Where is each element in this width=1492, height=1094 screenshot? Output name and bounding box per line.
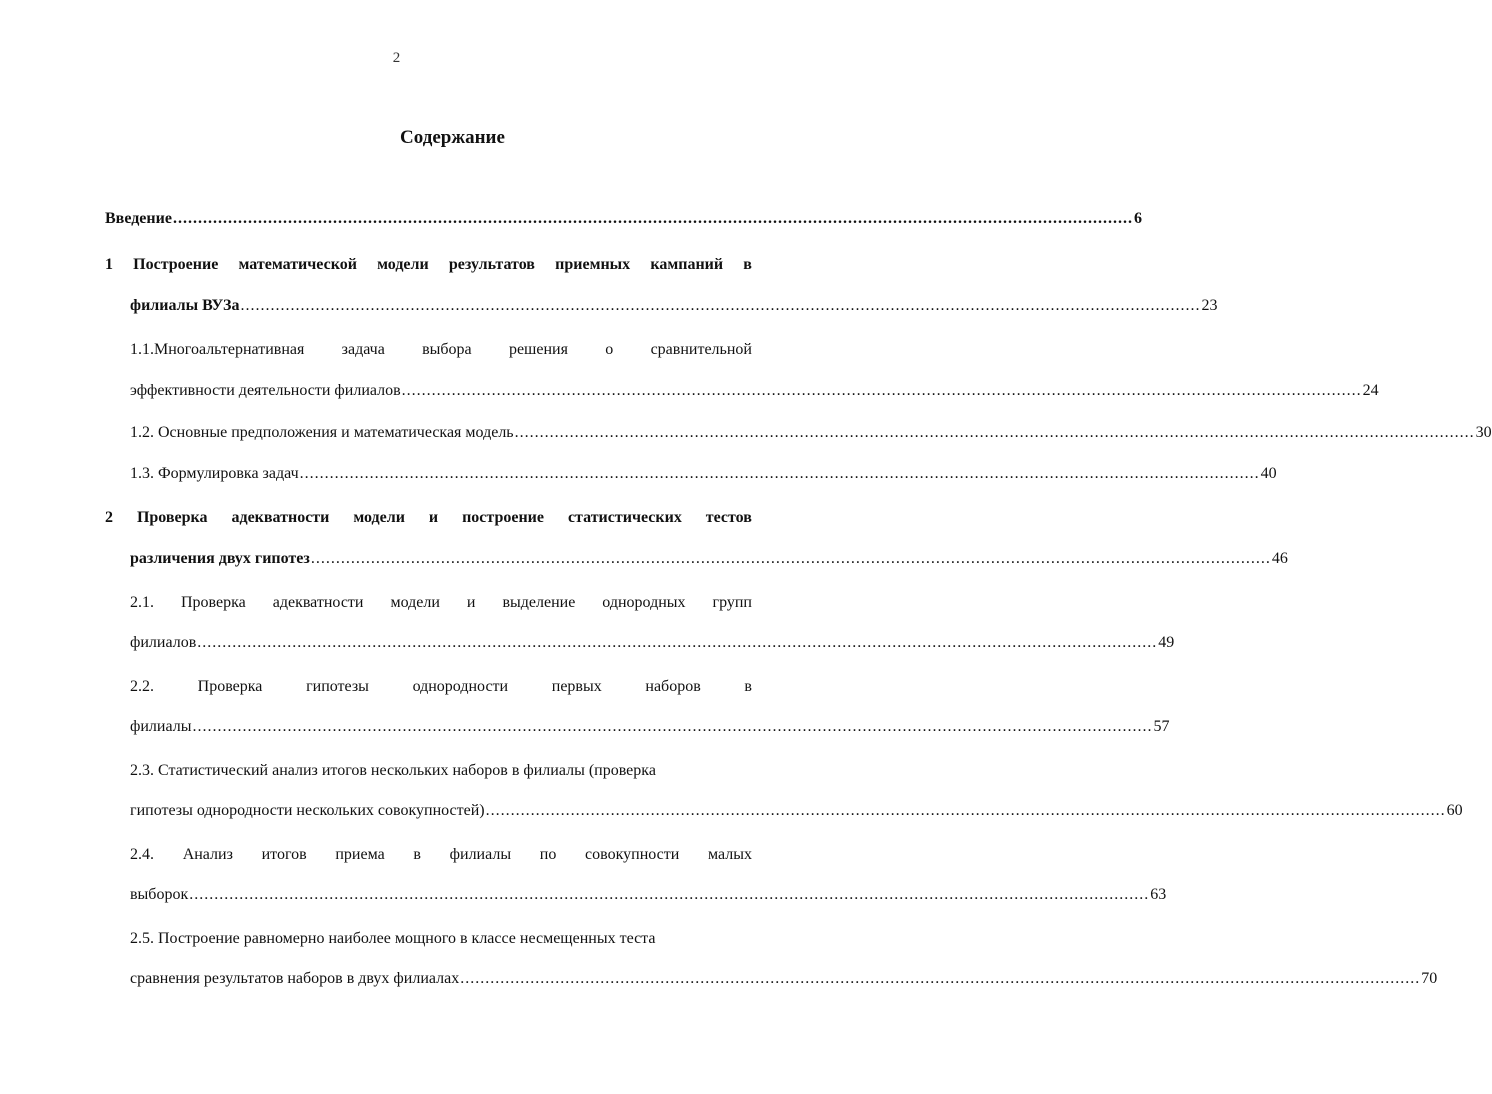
word: в (744, 678, 752, 695)
toc-entry-chapter-1-line1[interactable] (105, 256, 752, 278)
toc-entry-chapter-2-line1[interactable] (105, 509, 752, 531)
word: 1.1.Многоальтернативная (130, 341, 305, 358)
word: Проверка (180, 594, 246, 611)
toc-entry-2-5-line1[interactable] (130, 930, 754, 952)
word: математической (238, 256, 357, 273)
toc-entry-label: различения двух гипотез (130, 550, 310, 567)
word: задача (341, 341, 385, 358)
dot-leader: ................................................................................................................................................................................................ (197, 634, 1158, 651)
word: адекватности (231, 509, 330, 526)
toc-page-number: 63 (1150, 886, 1167, 903)
dot-leader: ................................................................................................................................................................................................ (172, 210, 1133, 227)
toc-entry-1-3[interactable] (130, 465, 1277, 487)
toc-entry-1-2[interactable] (130, 424, 1492, 446)
toc-entry-intro[interactable] (105, 210, 1142, 232)
word: Проверка (136, 509, 208, 526)
word: результатов (448, 256, 535, 273)
word: решения (508, 341, 568, 358)
toc-page-number: 49 (1158, 634, 1175, 651)
toc-page-number: 46 (1271, 550, 1288, 567)
toc-entry-label: 1.3. Формулировка задач (130, 465, 299, 482)
word: 2.1. (130, 594, 154, 611)
toc-page-number: 60 (1446, 802, 1463, 819)
toc-entry-label: 2.5. Построение равномерно наиболее мощного в классе несмещенных теста (130, 930, 656, 947)
word: Построение (133, 256, 219, 273)
dot-leader: ................................................................................................................................................................................................ (189, 886, 1150, 903)
word: 2.2. (130, 678, 154, 695)
toc-entry-2-3-line2[interactable] (130, 802, 1463, 824)
dot-leader: ................................................................................................................................................................................................ (401, 382, 1362, 399)
word: однородных (602, 594, 686, 611)
word: тестов (705, 509, 752, 526)
toc-entry-label: 2.3. Статистический анализ итогов нескольких наборов в филиалы (проверка (130, 762, 656, 779)
word: модели (353, 509, 405, 526)
word: совокупности (585, 846, 680, 863)
word: о (605, 341, 614, 358)
toc-entry-1-1-line1[interactable] (130, 341, 752, 363)
toc-page-number: 24 (1362, 382, 1379, 399)
dot-leader: ................................................................................................................................................................................................ (299, 465, 1260, 482)
word: первых (551, 678, 602, 695)
toc-entry-label: выборок (130, 886, 189, 903)
word: 1 (105, 256, 113, 273)
word: и (428, 509, 439, 526)
toc-entry-label: Введение (105, 210, 172, 227)
toc-entry-2-4-line1[interactable] (130, 846, 752, 868)
toc-page-number: 57 (1153, 718, 1170, 735)
toc-page-number: 23 (1201, 297, 1218, 314)
toc-page-number: 40 (1260, 465, 1277, 482)
toc-page-number: 6 (1133, 210, 1142, 227)
dot-leader: ................................................................................................................................................................................................ (240, 297, 1201, 314)
dot-leader: ................................................................................................................................................................................................ (310, 550, 1271, 567)
toc-entry-2-1-line1[interactable] (130, 594, 752, 616)
word: однородности (412, 678, 509, 695)
word: кампаний (650, 256, 724, 273)
word: построение (462, 509, 544, 526)
word: приемных (555, 256, 631, 273)
word: приема (335, 846, 385, 863)
toc-entry-2-5-line2[interactable] (130, 970, 1438, 992)
toc-entry-2-2-line1[interactable] (130, 678, 752, 700)
toc-entry-2-4-line2[interactable] (130, 886, 1167, 908)
word: по (539, 846, 557, 863)
word: малых (708, 846, 752, 863)
toc-entry-label: филиалы (130, 718, 192, 735)
word: филиалы (449, 846, 512, 863)
word: выделение (502, 594, 576, 611)
word: модели (390, 594, 440, 611)
word: итогов (261, 846, 307, 863)
dot-leader: ................................................................................................................................................................................................ (485, 802, 1446, 819)
toc-entry-2-3-line1[interactable] (130, 762, 754, 784)
toc-page-number: 30 (1475, 424, 1492, 441)
toc-entry-label: 1.2. Основные предположения и математическая модель (130, 424, 514, 441)
dot-leader: ................................................................................................................................................................................................ (460, 970, 1421, 987)
word: в (413, 846, 421, 863)
page-number: 2 (392, 50, 401, 66)
word: статистических (567, 509, 682, 526)
word: сравнительной (650, 341, 752, 358)
word: модели (377, 256, 429, 273)
word: и (466, 594, 476, 611)
toc-entry-label: эффективности деятельности филиалов (130, 382, 401, 399)
toc-entry-label: филиалов (130, 634, 197, 651)
word: Анализ (182, 846, 233, 863)
word: в (743, 256, 752, 273)
word: гипотезы (306, 678, 369, 695)
word: Проверка (197, 678, 263, 695)
toc-entry-1-1-line2[interactable] (130, 382, 1379, 404)
toc-page-number: 70 (1421, 970, 1438, 987)
toc-entry-2-2-line2[interactable] (130, 718, 1170, 740)
page-title: Содержание (400, 127, 505, 148)
word: выбора (422, 341, 472, 358)
word: адекватности (272, 594, 364, 611)
word: 2.4. (130, 846, 154, 863)
toc-entry-chapter-2-line2[interactable] (130, 550, 1288, 572)
toc-entry-chapter-1-line2[interactable] (130, 297, 1218, 319)
toc-entry-label: филиалы ВУЗа (130, 297, 240, 314)
toc-entry-label: сравнения результатов наборов в двух филиалах (130, 970, 460, 987)
toc-entry-2-1-line2[interactable] (130, 634, 1175, 656)
word: наборов (645, 678, 701, 695)
word: 2 (105, 509, 113, 526)
word: групп (712, 594, 752, 611)
dot-leader: ................................................................................................................................................................................................ (514, 424, 1475, 441)
dot-leader: ................................................................................................................................................................................................ (192, 718, 1153, 735)
toc-entry-label: гипотезы однородности нескольких совокупностей) (130, 802, 485, 819)
